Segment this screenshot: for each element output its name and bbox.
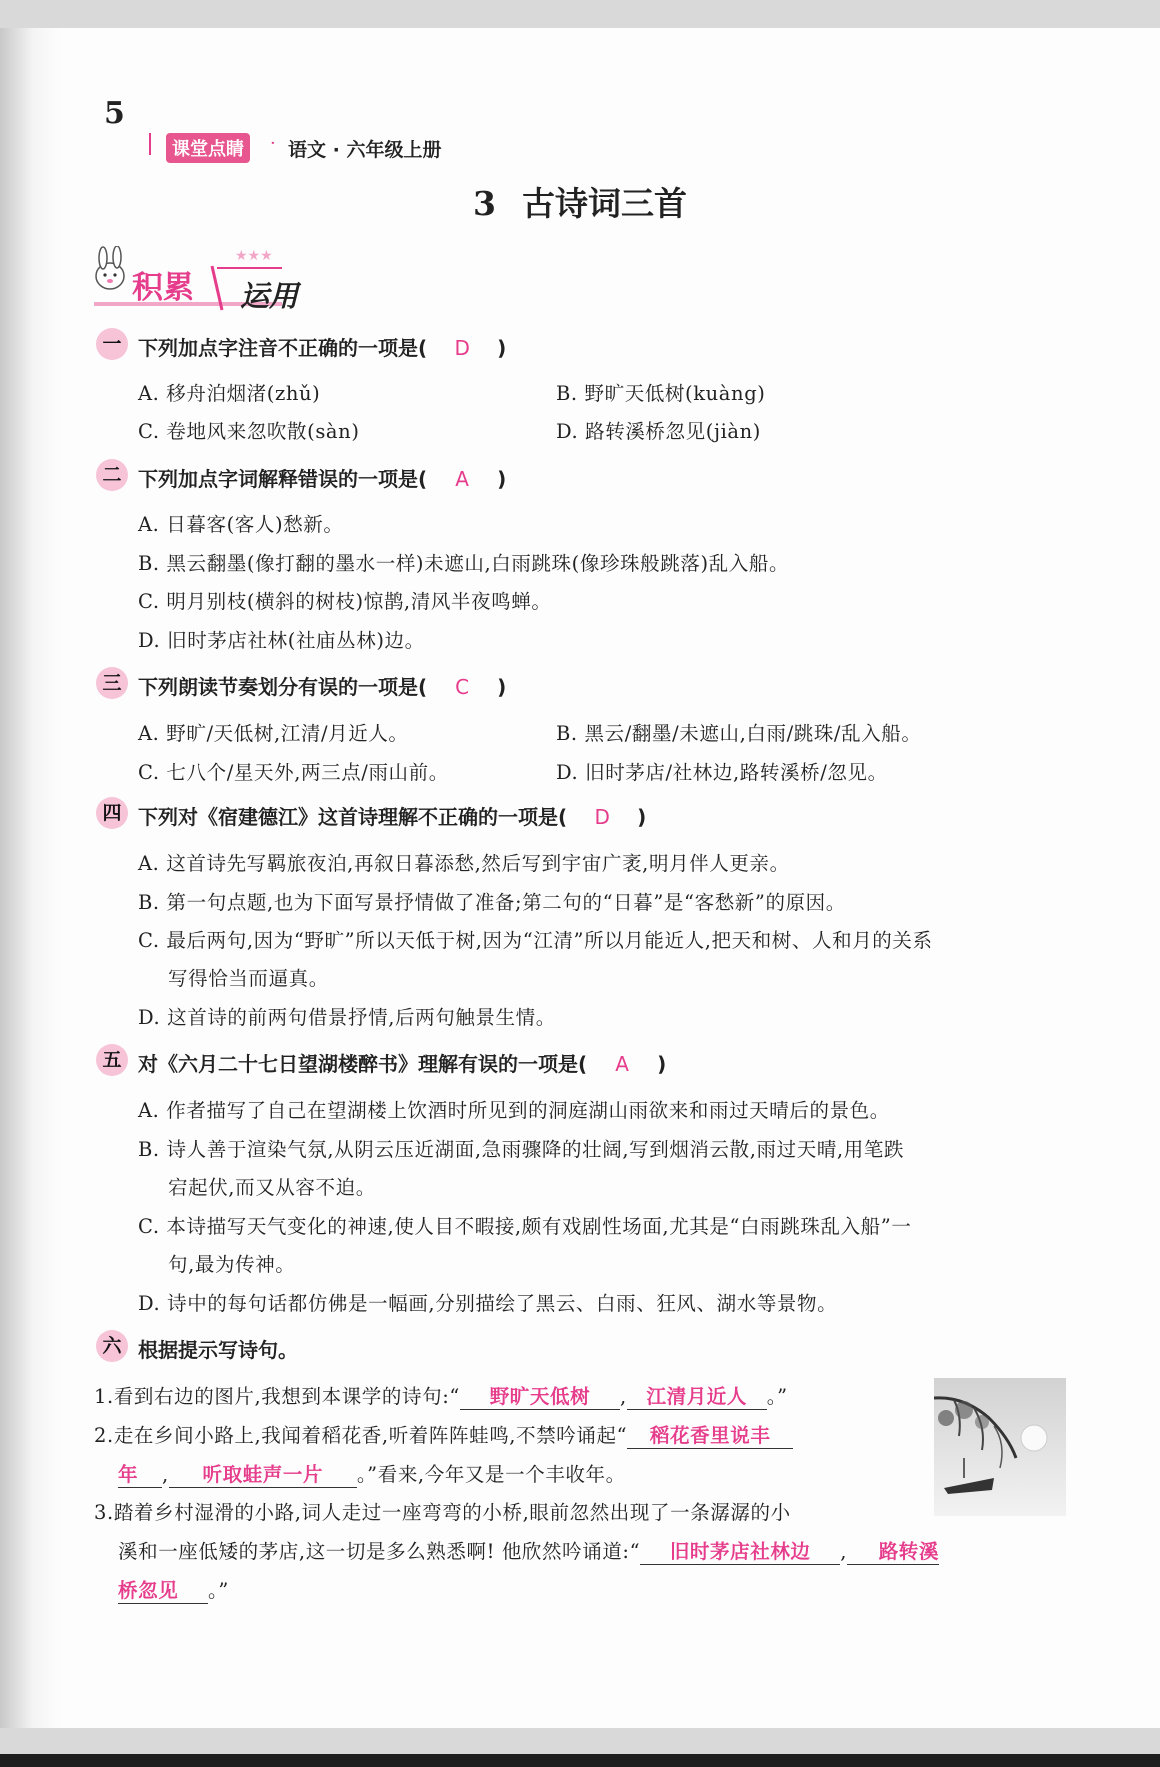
question-badge: 五 <box>96 1044 128 1076</box>
answer-blank: 旧时茅店社林边 <box>640 1536 840 1565</box>
section-banner <box>92 246 322 318</box>
answer-blank: 路转溪 <box>847 1536 939 1565</box>
question-prompt <box>138 1048 666 1077</box>
item-text: 走在乡间小路上,我闻着稻花香,听着阵阵蛙鸣,不禁吟诵起“ <box>113 1424 628 1447</box>
answer-blank: 野旷天低树 <box>460 1381 620 1410</box>
item-number: 2. <box>94 1424 114 1447</box>
option-b: B. 第一句点题,也为下面写景抒情做了准备;第二句的“日暮”是“客愁新”的原因。 <box>138 891 846 914</box>
item-text: 看到右边的图片,我想到本课学的诗句:“ <box>113 1385 460 1408</box>
header-tag: 课堂点睛 <box>166 133 250 163</box>
answer: A <box>455 467 469 491</box>
page-number: 5 <box>104 96 125 131</box>
option-d: D. 这首诗的前两句借景抒情,后两句触景生情。 <box>138 1006 556 1029</box>
question-badge: 六 <box>96 1330 128 1362</box>
lesson-title <box>0 178 1160 225</box>
prompt-text: 下列加点字注音不正确的一项是( <box>138 336 428 360</box>
option-c: C. 本诗描写天气变化的神速,使人目不暇接,颇有戏剧性场面,尤其是“白雨跳珠乱入船”一 <box>138 1215 912 1238</box>
lesson-number: 3 <box>473 184 496 223</box>
item-text: 踏着乡村湿滑的小路,词人走过一座弯弯的小桥,眼前忽然出现了一条潺潺的小 <box>113 1501 791 1524</box>
option-d: D. 旧时茅店/社林边,路转溪桥/忽见。 <box>556 761 888 784</box>
option-a: A. 移舟泊烟渚(zhǔ) <box>138 382 321 405</box>
prompt-end: ) <box>497 675 507 699</box>
answer: D <box>454 336 470 360</box>
option-c-cont: 写得恰当而逼真。 <box>168 967 329 990</box>
option-b: B. 黑云翻墨(像打翻的墨水一样)未遮山,白雨跳珠(像珍珠般跳落)乱入船。 <box>138 552 790 575</box>
fill-item-3 <box>94 1497 791 1525</box>
fill-item-2-cont <box>118 1459 626 1488</box>
question-prompt: 根据提示写诗句。 <box>138 1338 298 1362</box>
option-b: B. 黑云/翻墨/未遮山,白雨/跳珠/乱入船。 <box>556 722 922 745</box>
fill-item-3-cont <box>118 1536 939 1565</box>
prompt-text: 下列加点字词解释错误的一项是( <box>138 467 428 491</box>
option-a: A. 日暮客(客人)愁新。 <box>138 513 344 536</box>
page-binding-shadow <box>0 28 60 1728</box>
answer-blank: 桥忽见 <box>118 1575 208 1604</box>
answer-blank: 听取蛙声一片 <box>169 1459 357 1488</box>
prompt-end: ) <box>497 336 507 360</box>
answer-blank: 稻花香里说丰 <box>627 1420 793 1449</box>
question-badge: 二 <box>96 459 128 491</box>
fill-item-2 <box>94 1420 793 1449</box>
item-text: , <box>840 1540 847 1563</box>
question-prompt <box>138 671 506 700</box>
option-c: C. 明月别枝(横斜的树枝)惊鹊,清风半夜鸣蝉。 <box>138 590 552 613</box>
bottom-edge <box>0 1754 1160 1767</box>
banner-right: 运用 <box>240 279 299 313</box>
item-text: , <box>619 1385 627 1408</box>
option-c: C. 七八个/星天外,两三点/雨山前。 <box>138 761 449 784</box>
option-c: C. 卷地风来忽吹散(sàn) <box>138 420 360 443</box>
answer: A <box>615 1052 629 1076</box>
item-text: , <box>162 1463 169 1486</box>
prompt-end: ) <box>657 1052 667 1076</box>
banner-left: 积累 <box>132 270 194 306</box>
option-c-cont: 句,最为传神。 <box>168 1253 296 1276</box>
item-text: 。” <box>766 1385 788 1408</box>
option-a: A. 野旷/天低树,江清/月近人。 <box>138 722 409 745</box>
question-badge: 一 <box>96 328 128 360</box>
item-number: 3. <box>94 1501 114 1524</box>
question-badge: 三 <box>96 667 128 699</box>
option-a: A. 作者描写了自己在望湖楼上饮酒时所见到的洞庭湖山雨欲来和雨过天晴后的景色。 <box>138 1099 890 1122</box>
prompt-text: 对《六月二十七日望湖楼醉书》理解有误的一项是( <box>138 1052 588 1076</box>
prompt-text: 下列对《宿建德江》这首诗理解不正确的一项是( <box>138 805 568 829</box>
option-d: D. 诗中的每句话都仿佛是一幅画,分别描绘了黑云、白雨、狂风、湖水等景物。 <box>138 1292 838 1315</box>
item-number: 1. <box>94 1385 114 1408</box>
answer: D <box>594 805 610 829</box>
prompt-text: 下列朗读节奏划分有误的一项是( <box>138 675 428 699</box>
header-subtitle: 语文 · 六年级上册 <box>288 139 442 161</box>
option-d: D. 路转溪桥忽见(jiàn) <box>556 420 762 443</box>
header-dot: · <box>270 133 276 154</box>
item-text: 。”看来,今年又是一个丰收年。 <box>356 1463 626 1486</box>
ink-painting-image <box>934 1378 1066 1516</box>
option-b: B. 野旷天低树(kuàng) <box>556 382 766 405</box>
answer-blank: 江清月近人 <box>627 1381 767 1410</box>
option-b: B. 诗人善于渲染气氛,从阴云压近湖面,急雨骤降的壮阔,写到烟消云散,雨过天晴,用笔跌 <box>138 1138 905 1161</box>
svg-text:★★★: ★★★ <box>235 248 273 264</box>
question-prompt <box>138 463 506 492</box>
question-badge: 四 <box>96 797 128 829</box>
option-a: A. 这首诗先写羁旅夜泊,再叙日暮添愁,然后写到宇宙广袤,明月伴人更亲。 <box>138 852 790 875</box>
item-text: 。” <box>208 1579 229 1602</box>
question-prompt <box>138 801 646 830</box>
prompt-end: ) <box>497 467 507 491</box>
option-c: C. 最后两句,因为“野旷”所以天低于树,因为“江清”所以月能近人,把天和树、人和月的关系 <box>138 929 933 952</box>
question-prompt <box>138 332 506 361</box>
item-text: 溪和一座低矮的茅店,这一切是多么熟悉啊! 他欣然吟诵道:“ <box>118 1540 641 1563</box>
fill-item-1 <box>94 1381 788 1410</box>
answer: C <box>455 675 470 699</box>
lesson-title-text: 古诗词三首 <box>521 184 687 223</box>
header-divider <box>149 133 151 155</box>
prompt-end: ) <box>637 805 647 829</box>
option-d: D. 旧时茅店社林(社庙丛林)边。 <box>138 629 425 652</box>
option-b-cont: 宕起伏,而又从容不迫。 <box>168 1176 376 1199</box>
fill-item-3-cont2 <box>118 1575 229 1604</box>
answer-blank: 年 <box>118 1459 162 1488</box>
